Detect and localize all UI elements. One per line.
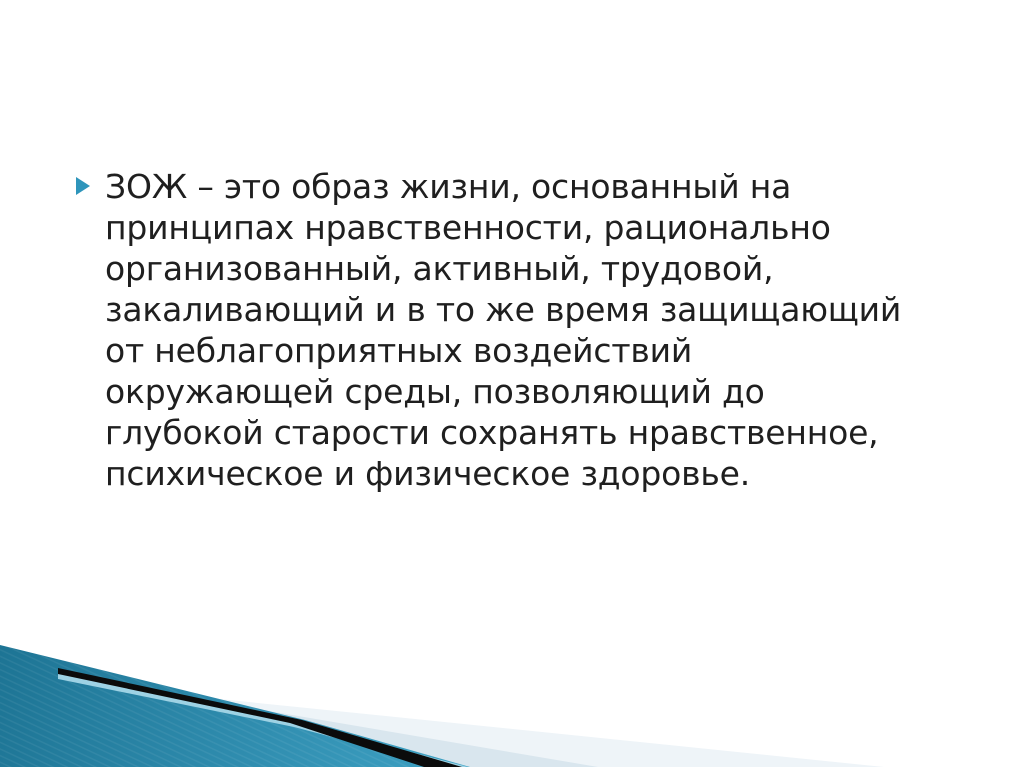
bullet-text: ЗОЖ – это образ жизни, основанный на принципах нравственности, рационально организованный, активный, трудовой, закаливающий и в то же время защищающий от неблагоприятных воздействий окружающей среды, позволяющий до глубокой старости сохранять нравственное, психическое и физическое здоровье. (105, 167, 902, 493)
bullet-triangle-shape (76, 177, 90, 195)
bullet-marker-icon (76, 177, 90, 195)
slide-body-placeholder[interactable] (76, 166, 922, 494)
decoration-black-stripe (58, 668, 462, 767)
decoration-pale-wedge (92, 681, 598, 767)
decoration-highlight-line (58, 671, 468, 767)
decoration-faint-wedge (92, 686, 884, 767)
decoration-teal-wedge (0, 645, 470, 767)
decoration-teal-texture (0, 645, 470, 767)
bullet-item (76, 166, 922, 494)
